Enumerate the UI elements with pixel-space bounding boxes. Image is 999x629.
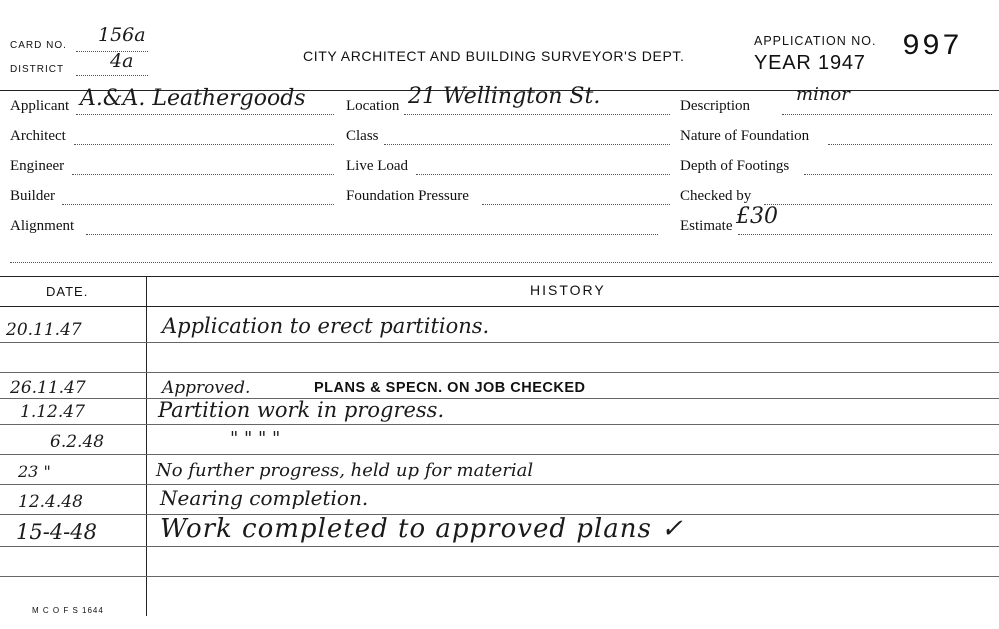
history-date: 6.2.48 <box>50 432 105 452</box>
row-rule <box>0 342 999 343</box>
history-text: No further progress, held up for material <box>156 460 534 481</box>
district-value: 4a <box>110 50 134 72</box>
estimate-value: £30 <box>736 204 778 229</box>
row-rule <box>0 484 999 485</box>
nature-of-foundation-line <box>828 144 992 145</box>
checked-by-label: Checked by <box>680 188 752 204</box>
class-label: Class <box>346 128 379 144</box>
live-load-label: Live Load <box>346 158 409 174</box>
row-rule <box>0 576 999 577</box>
history-text: Approved. <box>162 378 251 398</box>
depth-of-footings-line <box>804 174 992 175</box>
builder-label: Builder <box>10 188 55 204</box>
history-text: Application to erect partitions. <box>162 314 490 338</box>
location-label: Location <box>346 98 400 114</box>
foundation-pressure-line <box>482 204 670 205</box>
alignment-line <box>86 234 658 235</box>
description-value: minor <box>796 84 850 105</box>
alignment-label: Alignment <box>10 218 75 234</box>
history-text: Work completed to approved plans ✓ <box>160 514 684 544</box>
history-text: " " " " <box>230 428 281 449</box>
estimate-label: Estimate <box>680 218 733 234</box>
engineer-line <box>72 174 334 175</box>
engineer-label: Engineer <box>10 158 65 174</box>
table-top-border <box>0 276 999 277</box>
card-no-label: CARD NO. <box>10 40 67 51</box>
builder-line <box>62 204 334 205</box>
description-label: Description <box>680 98 750 114</box>
class-line <box>384 144 670 145</box>
applicant-value: A.&A. Leathergoods <box>80 86 306 111</box>
depth-of-footings-label: Depth of Footings <box>680 158 790 174</box>
foundation-pressure-label: Foundation Pressure <box>346 188 469 204</box>
card-no-value: 156a <box>98 24 146 46</box>
year-label: YEAR 1947 <box>754 52 866 74</box>
date-column-header: DATE. <box>46 284 89 299</box>
live-load-line <box>416 174 670 175</box>
row-rule <box>0 398 999 399</box>
row-rule <box>0 454 999 455</box>
history-date: 23 " <box>18 462 51 481</box>
description-line <box>782 114 992 115</box>
table-header-border <box>0 306 999 307</box>
column-divider <box>146 276 147 616</box>
history-date: 20.11.47 <box>6 320 82 340</box>
applicant-line <box>76 114 334 115</box>
history-column-header: HISTORY <box>530 282 606 298</box>
row-rule <box>0 372 999 373</box>
district-label: DISTRICT <box>10 64 65 75</box>
architect-label: Architect <box>10 128 66 144</box>
history-text: Partition work in progress. <box>158 398 445 422</box>
checked-by-line <box>764 204 992 205</box>
application-number: 997 <box>902 30 963 64</box>
district-line <box>76 75 148 76</box>
history-date: 26.11.47 <box>10 378 86 398</box>
architect-line <box>74 144 334 145</box>
history-date: 1.12.47 <box>20 402 85 422</box>
history-date: 15-4-48 <box>16 520 97 544</box>
form-code: M C O F S 1644 <box>32 606 104 615</box>
location-value: 21 Wellington St. <box>408 84 601 109</box>
nature-of-foundation-label: Nature of Foundation <box>680 128 810 144</box>
history-text: Nearing completion. <box>160 486 369 510</box>
checked-stamp: PLANS & SPECN. ON JOB CHECKED <box>314 380 586 396</box>
blank-field-line <box>10 262 992 263</box>
row-rule <box>0 424 999 425</box>
location-line <box>404 114 670 115</box>
department-title: CITY ARCHITECT AND BUILDING SURVEYOR'S DEPT. <box>303 48 685 64</box>
applicant-label: Applicant <box>10 98 70 114</box>
row-rule <box>0 546 999 547</box>
estimate-line <box>738 234 992 235</box>
application-label: APPLICATION NO. <box>754 34 877 48</box>
history-date: 12.4.48 <box>18 492 83 512</box>
